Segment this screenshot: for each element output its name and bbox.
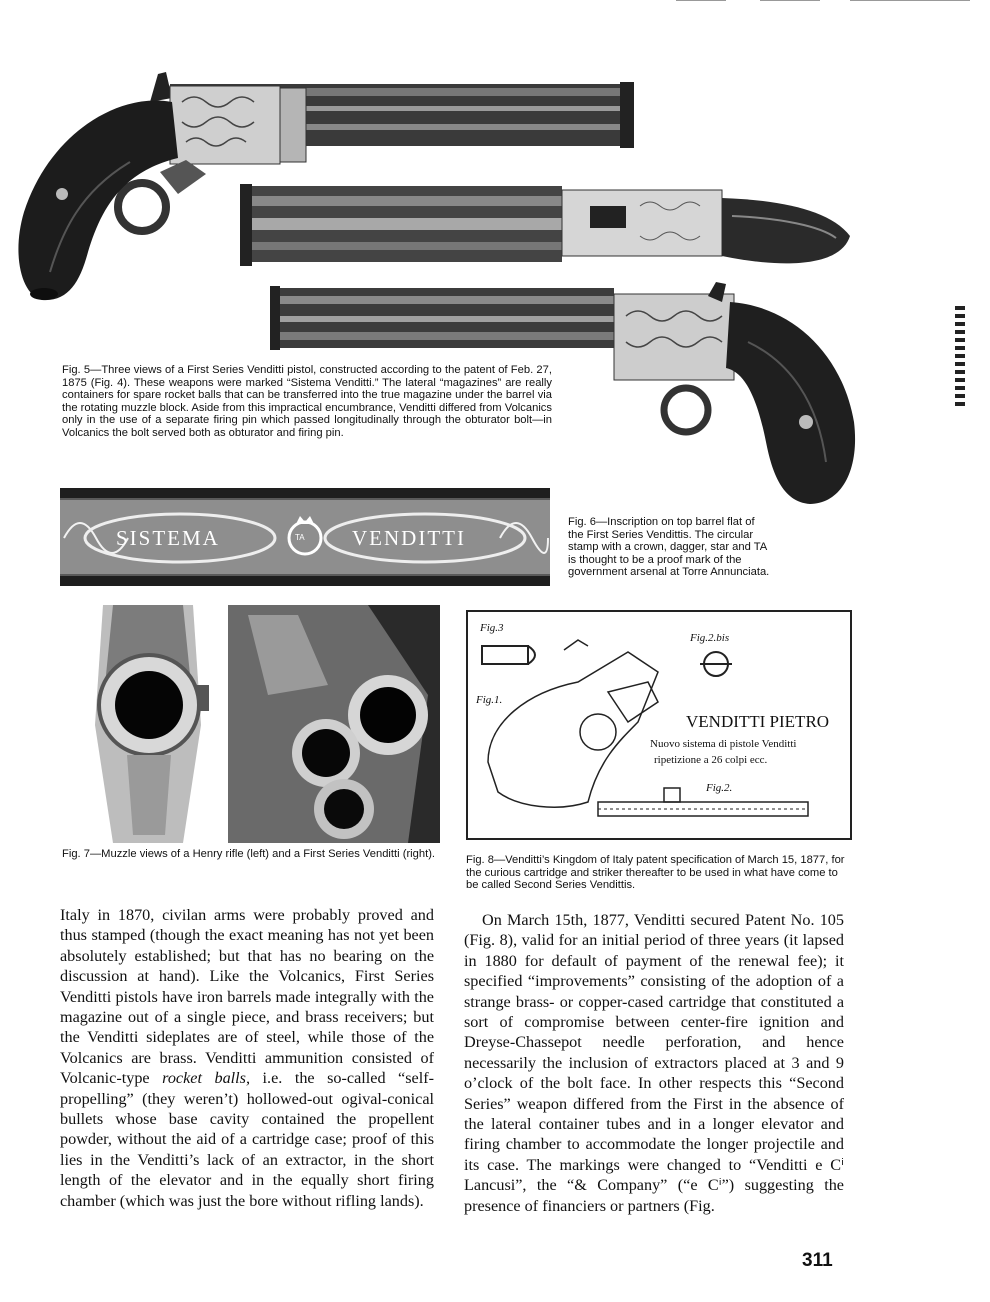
fig6-inscription-photo bbox=[60, 488, 550, 586]
scan-edge-rule bbox=[676, 0, 726, 1]
fig5-pistol-top-view bbox=[240, 176, 855, 286]
fig7-venditti-muzzle-photo bbox=[228, 605, 440, 843]
fig5-caption: Fig. 5—Three views of a First Series Venditti pistol, constructed according to the patent of Feb. 27, 1875 (Fig. 4). These weapons were marked “Sistema Venditti.” The lateral “magazines” are really containers for spare rocket balls that can be transferred into the true magazine under the barrel via the rotating muzzle block. Aside from this impractical encumbrance, Venditti differed from Volcanics only in the use of a separate firing pin which passed longitudinally through the obturator bolt—in Volcanics the bolt served both as obturator and firing pin. bbox=[62, 364, 552, 439]
patent-inventor-name: VENDITTI PIETRO bbox=[686, 712, 830, 731]
scan-edge-rule bbox=[760, 0, 820, 1]
fig8-caption: Fig. 8—Venditti’s Kingdom of Italy patent specification of March 15, 1877, for the curious cartridge and striker thereafter to be used in what have come to be called Second Series Vendittis. bbox=[466, 854, 845, 892]
patent-fig2-label: Fig.2. bbox=[706, 782, 733, 794]
fig7-caption: Fig. 7—Muzzle views of a Henry rifle (left) and a First Series Venditti (right). bbox=[62, 848, 436, 860]
left-column-text-part1: Italy in 1870, civilan arms were probably proved and thus stamped (though the exact meaning has not yet been absolutely established; but that has no bearing on the discussion at hand). Like the Volcanics, First Series Venditti pistols have iron barrels made integrally with the magazine out of a single piece, and brass receivers; but the Venditti sideplates are of steel, while those of the Volcanics are brass. Venditti ammunition consisted of Volcanic-type bbox=[60, 906, 434, 1088]
page-number: 311 bbox=[802, 1250, 833, 1271]
patent-fig2bis-label: Fig.2.bis bbox=[690, 632, 730, 644]
fig6-caption: Fig. 6—Inscription on top barrel flat of the First Series Vendittis. The circular stamp with a crown, dagger, star and TA is thought to be a proof mark of the government arsenal at Torre Annunciata. bbox=[568, 516, 770, 579]
patent-title-line2: ripetizione a 26 colpi ecc. bbox=[654, 754, 768, 766]
left-column-text-part2: i.e. the so-called “self-propelling” (they weren’t) hollowed-out ogival-conical bullets whose base cavity contained the propellent powder, without the aid of a cartridge case; proof of this lies in the Venditti’s lack of an extractor, in the short length of the elevator and in the equally short firing chamber (which was just the bore without rifling lands). bbox=[60, 1069, 434, 1210]
left-body-column bbox=[60, 905, 434, 1211]
fig7-henry-muzzle-photo bbox=[83, 605, 213, 843]
right-body-column: On March 15th, 1877, Venditti secured Patent No. 105 (Fig. 8), valid for an initial period of three years (it lapsed in 1880 for default of payment of the renewal fee); it specified “improvements” consisting of the adoption of a strange brass- or copper-cased cartridge that constituted a sort of compromise between center-fire ignition and Dreyse-Chassepot needle perforation, and hence necessarily the inclusion of extractors placed at 3 and 9 o’clock of the bolt face. In other respects this “Second Series” weapon differed from the First in the absence of the lateral container tubes and in a longer elevator and firing chamber to accommodate the longer projectile and its case. The markings were changed to “Venditti e Cⁱ Lancusi”, the “& Company” (“e Cⁱ”) suggesting the presence of financiers or partners (Fig. bbox=[464, 911, 844, 1215]
inscription-stamp-letters: TA bbox=[295, 533, 305, 542]
patent-title-line1: Nuovo sistema di pistole Venditti bbox=[650, 738, 797, 750]
patent-fig1-label: Fig.1. bbox=[476, 694, 503, 706]
patent-fig3-label: Fig.3 bbox=[480, 622, 504, 634]
scan-edge-artifact bbox=[955, 306, 965, 406]
left-column-italic-term: rocket balls, bbox=[162, 1069, 251, 1088]
inscription-word-venditti: VENDITTI bbox=[352, 526, 466, 550]
scan-edge-rule bbox=[850, 0, 970, 1]
inscription-word-sistema: SISTEMA bbox=[116, 526, 220, 550]
fig8-patent-drawing bbox=[466, 610, 852, 840]
